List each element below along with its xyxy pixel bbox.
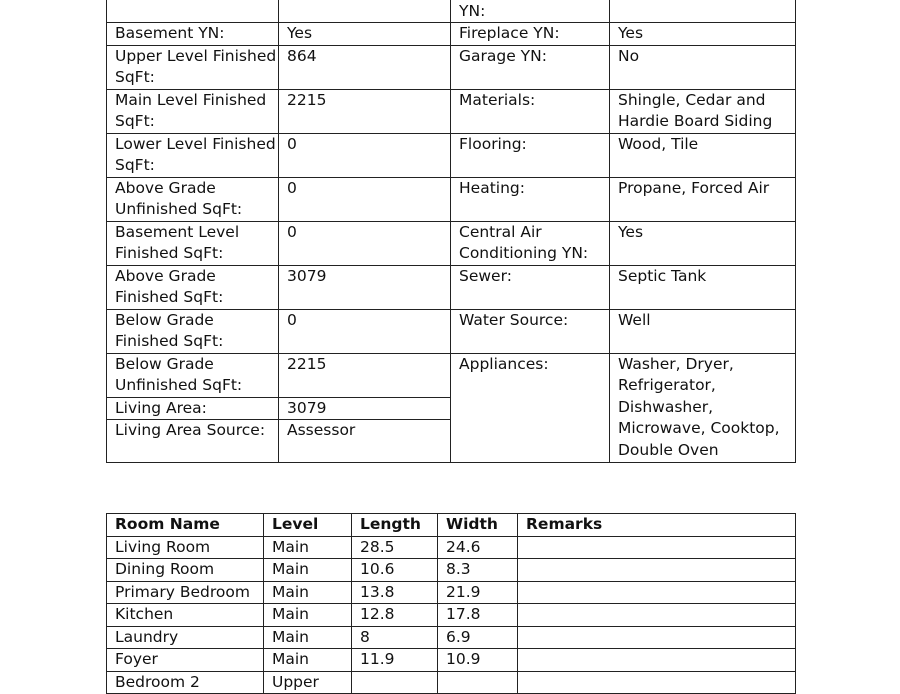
- room-width: 17.8: [438, 604, 518, 627]
- feature-label: Above Grade Unfinished SqFt:: [107, 177, 279, 221]
- room-length: 8: [352, 626, 438, 649]
- room-width: [438, 671, 518, 694]
- feature-value: 864: [279, 45, 451, 89]
- feature-label: Lower Level Finished SqFt:: [107, 133, 279, 177]
- column-header-room-name: Room Name: [107, 514, 264, 537]
- room-width: 21.9: [438, 581, 518, 604]
- feature-value: 0: [279, 221, 451, 265]
- room-remarks: [518, 671, 796, 694]
- room-level: Main: [264, 581, 352, 604]
- feature-value: Septic Tank: [610, 265, 796, 309]
- feature-value: Washer, Dryer, Refrigerator, Dishwasher, Microwave, Cooktop, Double Oven: [610, 353, 796, 463]
- room-length: 12.8: [352, 604, 438, 627]
- room-remarks: [518, 559, 796, 582]
- feature-value: Assessor: [279, 420, 451, 463]
- feature-value: Shingle, Cedar and Hardie Board Siding: [610, 89, 796, 133]
- table-row: [107, 0, 796, 23]
- table-row: [107, 89, 796, 133]
- feature-label: Fireplace YN:: [451, 23, 610, 46]
- feature-label: Above Grade Finished SqFt:: [107, 265, 279, 309]
- room-name: Bedroom 2: [107, 671, 264, 694]
- room-length: 13.8: [352, 581, 438, 604]
- feature-label: Below Grade Unfinished SqFt:: [107, 353, 279, 397]
- feature-value: [279, 0, 451, 23]
- column-header-level: Level: [264, 514, 352, 537]
- table-row: [107, 536, 796, 559]
- room-level: Main: [264, 649, 352, 672]
- feature-label: Basement Level Finished SqFt:: [107, 221, 279, 265]
- table-row: [107, 581, 796, 604]
- feature-value: 3079: [279, 397, 451, 420]
- room-length: [352, 671, 438, 694]
- feature-label: Sewer:: [451, 265, 610, 309]
- room-level: Main: [264, 559, 352, 582]
- feature-value: 3079: [279, 265, 451, 309]
- feature-value: 2215: [279, 353, 451, 397]
- room-width: 10.9: [438, 649, 518, 672]
- room-level: Main: [264, 536, 352, 559]
- room-name: Laundry: [107, 626, 264, 649]
- table-row: [107, 265, 796, 309]
- room-name: Dining Room: [107, 559, 264, 582]
- property-features-table: [106, 0, 796, 463]
- table-row: [107, 23, 796, 46]
- feature-label: YN:: [451, 0, 610, 23]
- room-length: 28.5: [352, 536, 438, 559]
- column-header-width: Width: [438, 514, 518, 537]
- feature-label: Living Area Source:: [107, 420, 279, 463]
- table-row: [107, 559, 796, 582]
- feature-label: Garage YN:: [451, 45, 610, 89]
- table-row: [107, 221, 796, 265]
- room-name: Kitchen: [107, 604, 264, 627]
- table-row: [107, 626, 796, 649]
- room-remarks: [518, 649, 796, 672]
- feature-label: Materials:: [451, 89, 610, 133]
- room-remarks: [518, 604, 796, 627]
- room-name: Living Room: [107, 536, 264, 559]
- room-width: 8.3: [438, 559, 518, 582]
- feature-label: Appliances:: [451, 353, 610, 463]
- feature-value: 0: [279, 309, 451, 353]
- room-length: 11.9: [352, 649, 438, 672]
- table-row: [107, 353, 796, 397]
- feature-value: 0: [279, 133, 451, 177]
- room-width: 6.9: [438, 626, 518, 649]
- table-row: [107, 649, 796, 672]
- feature-label: [107, 0, 279, 23]
- feature-value: Propane, Forced Air: [610, 177, 796, 221]
- feature-label: Central Air Conditioning YN:: [451, 221, 610, 265]
- feature-value: Yes: [610, 23, 796, 46]
- feature-label: Main Level Finished SqFt:: [107, 89, 279, 133]
- table-row: [107, 177, 796, 221]
- feature-value: [610, 0, 796, 23]
- table-row: [107, 45, 796, 89]
- rooms-table: [106, 513, 796, 694]
- room-name: Primary Bedroom: [107, 581, 264, 604]
- feature-value: Yes: [279, 23, 451, 46]
- table-row: [107, 133, 796, 177]
- feature-label: Water Source:: [451, 309, 610, 353]
- feature-label: Living Area:: [107, 397, 279, 420]
- feature-label: Basement YN:: [107, 23, 279, 46]
- table-header-row: [107, 514, 796, 537]
- column-header-length: Length: [352, 514, 438, 537]
- feature-label: Flooring:: [451, 133, 610, 177]
- feature-value: Wood, Tile: [610, 133, 796, 177]
- room-length: 10.6: [352, 559, 438, 582]
- table-row: [107, 309, 796, 353]
- room-level: Upper: [264, 671, 352, 694]
- feature-value: 2215: [279, 89, 451, 133]
- room-level: Main: [264, 604, 352, 627]
- room-level: Main: [264, 626, 352, 649]
- feature-value: 0: [279, 177, 451, 221]
- feature-label: Below Grade Finished SqFt:: [107, 309, 279, 353]
- room-remarks: [518, 626, 796, 649]
- feature-value: No: [610, 45, 796, 89]
- room-name: Foyer: [107, 649, 264, 672]
- feature-label: Upper Level Finished SqFt:: [107, 45, 279, 89]
- table-row: [107, 604, 796, 627]
- feature-value: Well: [610, 309, 796, 353]
- table-row: [107, 671, 796, 694]
- room-remarks: [518, 581, 796, 604]
- column-header-remarks: Remarks: [518, 514, 796, 537]
- room-width: 24.6: [438, 536, 518, 559]
- room-remarks: [518, 536, 796, 559]
- feature-value: Yes: [610, 221, 796, 265]
- feature-label: Heating:: [451, 177, 610, 221]
